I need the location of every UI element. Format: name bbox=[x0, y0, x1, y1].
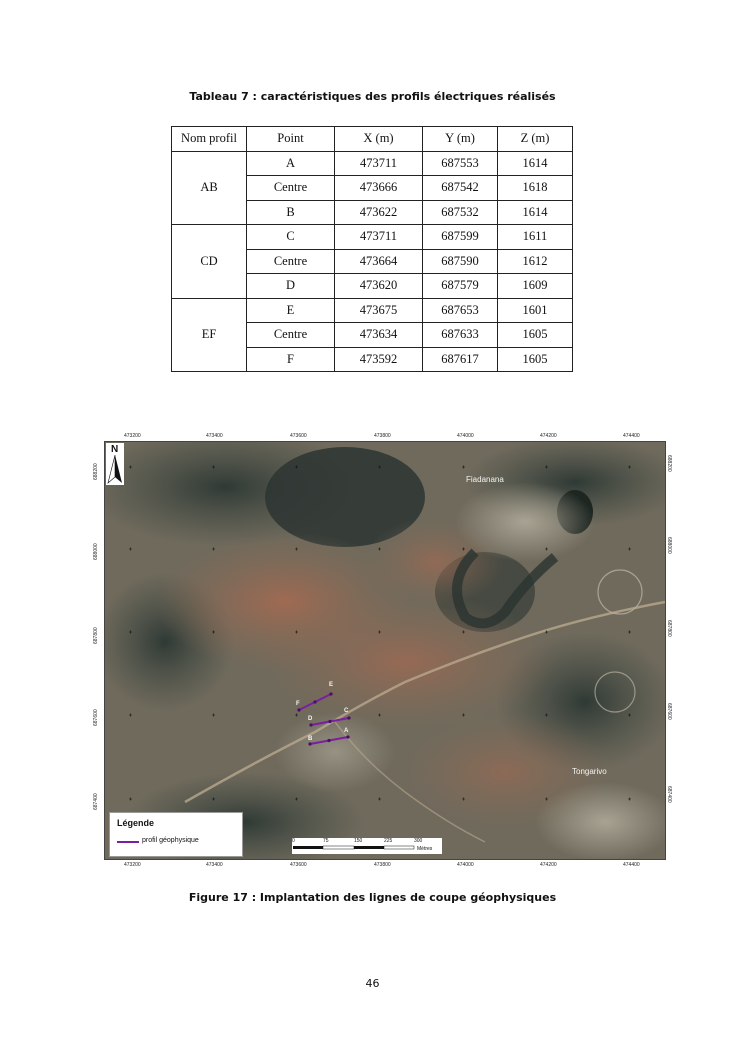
cell-y: 687599 bbox=[423, 225, 498, 250]
x-tick-label: 474000 bbox=[457, 862, 474, 868]
y-tick-label: 687800 bbox=[93, 627, 99, 644]
cell-point: D bbox=[247, 274, 335, 299]
col-header: Nom profil bbox=[172, 127, 247, 152]
scale-bar bbox=[292, 838, 442, 854]
cell-z: 1601 bbox=[498, 298, 573, 323]
cell-point: Centre bbox=[247, 249, 335, 274]
col-header: X (m) bbox=[335, 127, 423, 152]
cell-z: 1609 bbox=[498, 274, 573, 299]
legend-title: Légende bbox=[117, 818, 155, 828]
scale-tick: 150 bbox=[354, 838, 363, 844]
point-label-b: B bbox=[308, 736, 313, 742]
x-tick-label: 473400 bbox=[206, 862, 223, 868]
satellite-imagery bbox=[105, 442, 665, 859]
cell-z: 1614 bbox=[498, 200, 573, 225]
cell-x: 473592 bbox=[335, 347, 423, 372]
north-label: N bbox=[111, 444, 119, 455]
cell-x: 473666 bbox=[335, 176, 423, 201]
cell-point: B bbox=[247, 200, 335, 225]
cell-point: A bbox=[247, 151, 335, 176]
scale-unit: Mètres bbox=[417, 846, 433, 852]
cell-x: 473664 bbox=[335, 249, 423, 274]
x-tick-label: 474200 bbox=[540, 433, 557, 439]
cell-y: 687579 bbox=[423, 274, 498, 299]
profile-name: CD bbox=[172, 225, 247, 299]
cell-z: 1614 bbox=[498, 151, 573, 176]
y-tick-label: 688000 bbox=[93, 543, 99, 560]
cell-point: Centre bbox=[247, 176, 335, 201]
cell-y: 687617 bbox=[423, 347, 498, 372]
point-label-e: E bbox=[329, 682, 334, 688]
y-tick-label: 687400 bbox=[666, 786, 672, 803]
figure-caption: Figure 17 : Implantation des lignes de coupe géophysiques bbox=[188, 891, 557, 904]
x-tick-label: 473200 bbox=[124, 433, 141, 439]
scale-tick: 0 bbox=[292, 838, 295, 844]
table-caption: Tableau 7 : caractéristiques des profils électriques réalisés bbox=[189, 90, 556, 103]
cell-z: 1618 bbox=[498, 176, 573, 201]
cell-point: Centre bbox=[247, 323, 335, 348]
y-tick-label: 687600 bbox=[666, 703, 672, 720]
cell-y: 687653 bbox=[423, 298, 498, 323]
page-number: 46 bbox=[365, 977, 380, 990]
x-tick-label: 473200 bbox=[124, 862, 141, 868]
place-label-fiadanana: Fiadanana bbox=[466, 475, 504, 484]
y-tick-label: 688000 bbox=[666, 537, 672, 554]
profile-name: AB bbox=[172, 151, 247, 225]
point-label-c: C bbox=[344, 708, 349, 714]
y-tick-label: 687600 bbox=[93, 709, 99, 726]
cell-point: E bbox=[247, 298, 335, 323]
x-tick-label: 473400 bbox=[206, 433, 223, 439]
table-row bbox=[172, 225, 573, 250]
map-legend bbox=[109, 812, 243, 857]
cell-z: 1605 bbox=[498, 347, 573, 372]
cell-x: 473622 bbox=[335, 200, 423, 225]
x-tick-label: 474200 bbox=[540, 862, 557, 868]
y-tick-label: 687400 bbox=[93, 793, 99, 810]
table-row bbox=[172, 151, 573, 176]
x-tick-label: 473800 bbox=[374, 862, 391, 868]
scale-tick: 225 bbox=[384, 838, 393, 844]
x-tick-label: 473600 bbox=[290, 862, 307, 868]
legend-item-label: profil géophysique bbox=[142, 837, 199, 844]
scale-tick: 300 bbox=[414, 838, 423, 844]
y-tick-label: 688200 bbox=[666, 455, 672, 472]
legend-line-swatch bbox=[117, 841, 139, 843]
table-row bbox=[172, 298, 573, 323]
north-arrow bbox=[106, 443, 124, 485]
profile-name: EF bbox=[172, 298, 247, 372]
scale-tick: 75 bbox=[323, 838, 329, 844]
cell-z: 1611 bbox=[498, 225, 573, 250]
x-tick-label: 473600 bbox=[290, 433, 307, 439]
x-tick-label: 474400 bbox=[623, 433, 640, 439]
col-header: Point bbox=[247, 127, 335, 152]
cell-point: F bbox=[247, 347, 335, 372]
point-label-d: D bbox=[308, 716, 313, 722]
cell-x: 473620 bbox=[335, 274, 423, 299]
cell-z: 1612 bbox=[498, 249, 573, 274]
point-label-f: F bbox=[296, 701, 300, 707]
north-arrow-icon bbox=[106, 455, 124, 485]
cell-x: 473675 bbox=[335, 298, 423, 323]
cell-y: 687553 bbox=[423, 151, 498, 176]
cell-x: 473711 bbox=[335, 151, 423, 176]
place-label-tongarivo: Tongarivo bbox=[572, 767, 607, 776]
cell-x: 473711 bbox=[335, 225, 423, 250]
col-header: Y (m) bbox=[423, 127, 498, 152]
cell-y: 687532 bbox=[423, 200, 498, 225]
cell-y: 687590 bbox=[423, 249, 498, 274]
table-header-row bbox=[172, 127, 573, 152]
cell-z: 1605 bbox=[498, 323, 573, 348]
y-tick-label: 687800 bbox=[666, 620, 672, 637]
cell-y: 687542 bbox=[423, 176, 498, 201]
cell-x: 473634 bbox=[335, 323, 423, 348]
cell-y: 687633 bbox=[423, 323, 498, 348]
col-header: Z (m) bbox=[498, 127, 573, 152]
x-tick-label: 473800 bbox=[374, 433, 391, 439]
x-tick-label: 474400 bbox=[623, 862, 640, 868]
profiles-table bbox=[171, 126, 573, 372]
satellite-map bbox=[104, 441, 666, 860]
x-tick-label: 474000 bbox=[457, 433, 474, 439]
cell-point: C bbox=[247, 225, 335, 250]
point-label-a: A bbox=[344, 728, 349, 734]
y-tick-label: 688200 bbox=[93, 463, 99, 480]
